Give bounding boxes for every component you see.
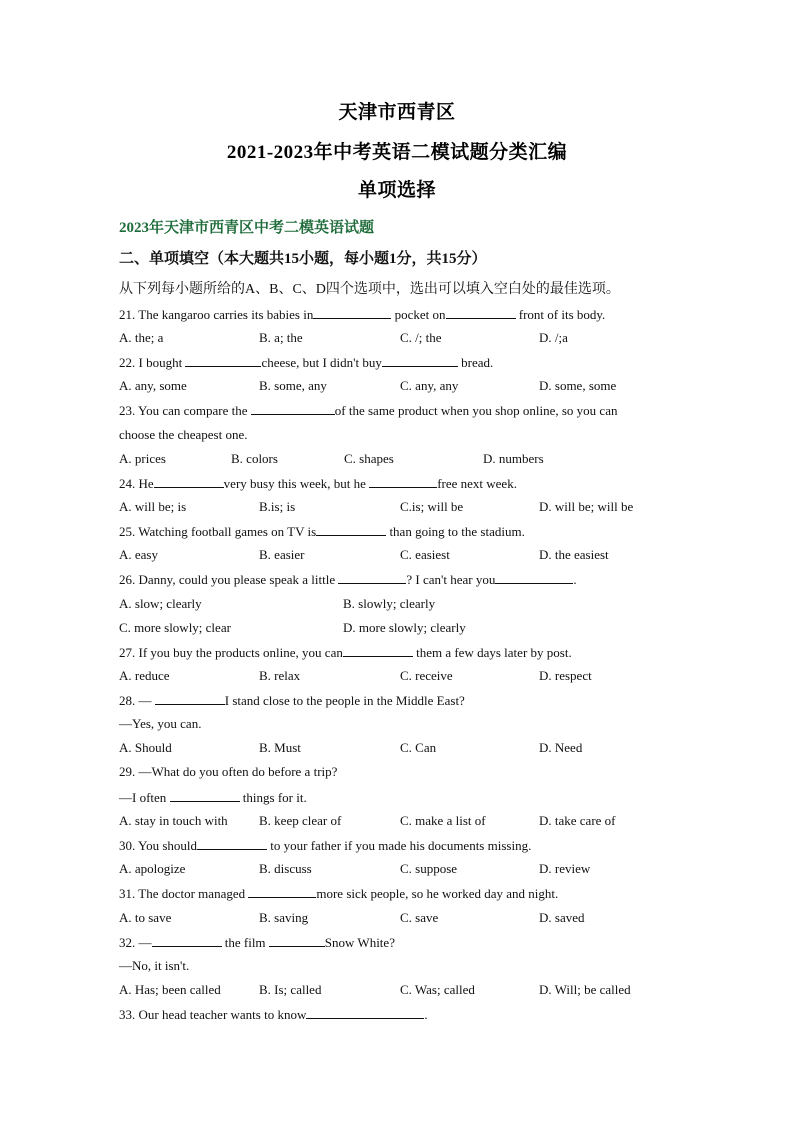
option-c: C. shapes — [344, 451, 394, 466]
answer-blank — [170, 789, 240, 802]
option-c: C. make a list of — [400, 813, 486, 828]
question-31-stem: 31. The doctor managed more sick people, so he worked day and night. — [119, 886, 559, 901]
question-32-stem: 32. — the film Snow White? — [119, 935, 395, 950]
answer-blank — [248, 885, 316, 898]
instruction-text: 从下列每小题所给的A、B、C、D四个选项中，选出可以填入空白处的最佳选项。 — [119, 282, 620, 297]
option-d: D. Will; be called — [539, 982, 631, 997]
option-c: C. Can — [400, 740, 437, 755]
option-c: C. save — [400, 910, 439, 925]
answer-blank — [152, 934, 222, 947]
option-a: A. reduce — [119, 668, 170, 683]
option-a: A. the; a — [119, 330, 164, 345]
option-b: B. colors — [231, 451, 278, 466]
option-b: B. a; the — [259, 330, 303, 345]
question-32-reply: —No, it isn't. — [119, 958, 190, 973]
option-a: A. slow; clearly — [119, 596, 202, 611]
option-b: B. saving — [259, 910, 309, 925]
answer-blank — [338, 571, 406, 584]
answer-blank — [382, 354, 458, 367]
option-d: D. respect — [539, 668, 592, 683]
option-c: C.is; will be — [400, 499, 464, 514]
question-29-reply: —I often things for it. — [119, 790, 307, 805]
option-c: C. more slowly; clear — [119, 620, 231, 635]
option-a: A. to save — [119, 910, 172, 925]
option-a: A. any, some — [119, 378, 187, 393]
question-23-stem-continued: choose the cheapest one. — [119, 427, 248, 442]
answer-blank — [269, 934, 325, 947]
option-a: A. prices — [119, 451, 166, 466]
question-28-stem: 28. — I stand close to the people in the Middle East? — [119, 693, 465, 708]
answer-blank — [446, 306, 516, 319]
option-a: A. stay in touch with — [119, 813, 228, 828]
question-33-stem: 33. Our head teacher wants to know . — [119, 1007, 428, 1022]
answer-blank — [197, 837, 267, 850]
question-28-reply: —Yes, you can. — [119, 716, 202, 731]
option-d: D. numbers — [483, 451, 544, 466]
option-c: C. easiest — [400, 547, 450, 562]
option-d: D. /;a — [539, 330, 568, 345]
question-22-stem: 22. I bought cheese, but I didn't buy bread. — [119, 355, 494, 370]
option-b: B. slowly; clearly — [343, 596, 436, 611]
option-c: C. receive — [400, 668, 453, 683]
option-b: B. some, any — [259, 378, 327, 393]
option-a: A. will be; is — [119, 499, 187, 514]
answer-blank — [343, 644, 413, 657]
question-27-stem: 27. If you buy the products online, you can them a few days later by post. — [119, 645, 572, 660]
answer-blank — [155, 692, 225, 705]
document-title-region: 天津市西青区 — [338, 102, 456, 123]
option-d: D. take care of — [539, 813, 616, 828]
exam-source-heading: 2023年天津市西青区中考二模英语试题 — [119, 220, 375, 236]
question-30-stem: 30. You should to your father if you made his documents missing. — [119, 838, 532, 853]
option-a: A. Should — [119, 740, 172, 755]
option-a: A. Has; been called — [119, 982, 221, 997]
question-29-stem: 29. —What do you often do before a trip? — [119, 764, 338, 779]
option-d: D. will be; will be — [539, 499, 634, 514]
option-d: D. the easiest — [539, 547, 609, 562]
question-21-stem: 21. The kangaroo carries its babies in pocket on front of its body. — [119, 307, 606, 322]
question-26-stem: 26. Danny, could you please speak a little ? I can't hear you . — [119, 572, 577, 587]
option-b: B. Must — [259, 740, 301, 755]
option-a: A. easy — [119, 547, 158, 562]
option-c: C. Was; called — [400, 982, 475, 997]
answer-blank — [306, 1006, 424, 1019]
question-25-stem: 25. Watching football games on TV is than going to the stadium. — [119, 524, 525, 539]
question-23-stem: 23. You can compare the of the same product when you shop online, so you can — [119, 403, 618, 418]
question-24-stem: 24. He very busy this week, but he free next week. — [119, 476, 517, 491]
option-b: B. Is; called — [259, 982, 322, 997]
answer-blank — [154, 475, 224, 488]
option-d: D. saved — [539, 910, 585, 925]
answer-blank — [251, 402, 335, 415]
option-b: B. discuss — [259, 861, 312, 876]
option-d: D. some, some — [539, 378, 617, 393]
option-b: B. relax — [259, 668, 301, 683]
answer-blank — [185, 354, 261, 367]
answer-blank — [313, 306, 391, 319]
option-b: B. easier — [259, 547, 305, 562]
answer-blank — [316, 523, 386, 536]
option-d: D. Need — [539, 740, 583, 755]
option-b: B.is; is — [259, 499, 296, 514]
answer-blank — [495, 571, 573, 584]
document-title-main: 2021-2023年中考英语二模试题分类汇编 — [226, 142, 568, 163]
option-b: B. keep clear of — [259, 813, 342, 828]
option-d: D. review — [539, 861, 591, 876]
option-c: C. suppose — [400, 861, 458, 876]
option-c: C. any, any — [400, 378, 459, 393]
option-d: D. more slowly; clearly — [343, 620, 466, 635]
option-a: A. apologize — [119, 861, 186, 876]
answer-blank — [369, 475, 437, 488]
option-c: C. /; the — [400, 330, 442, 345]
part-heading: 二、单项填空（本大题共15小题，每小题1分，共15分） — [119, 251, 487, 267]
document-title-section: 单项选择 — [357, 180, 436, 201]
